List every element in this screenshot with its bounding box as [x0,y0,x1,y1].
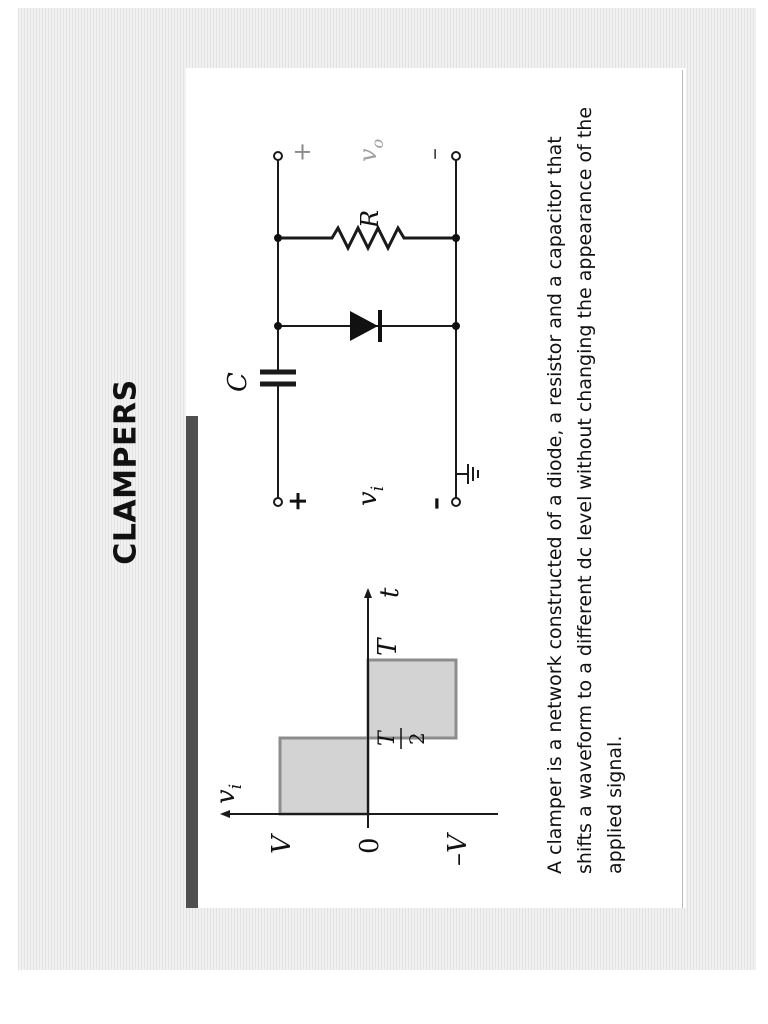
input-plus-terminal [274,498,282,506]
clamper-figure [198,108,508,888]
junction-dot [274,322,282,330]
level-negative-label: –V [443,834,473,866]
level-positive-label: V [267,835,297,854]
input-plus-label: + [283,490,313,512]
output-minus-label: – [420,148,448,160]
diode-icon [350,311,378,341]
clamper-circuit [223,139,478,512]
input-waveform-graph [211,587,498,866]
slide-description: A clamper is a network constructed of a diode, a resistor and a capacitor that shifts a waveform to a different dc level without changing the appearance of the applied signal. [544,106,626,874]
waveform-negative-half [368,660,456,738]
junction-dot [452,322,460,330]
vertical-axis-arrow-icon [220,810,230,818]
junction-dot [274,234,282,242]
slide-accent-bar [186,416,198,908]
slide-title: CLAMPERS [108,379,144,565]
output-plus-label: + [288,141,316,162]
tick-half-period-denominator: 2 [405,732,429,745]
resistor-icon [278,228,456,248]
output-voltage-label: $v_o$ [354,138,387,162]
waveform-axis-label: $v_i$ [211,783,246,804]
input-minus-terminal [452,498,460,506]
tick-period-label: T [373,638,403,656]
slide-right-rule [682,70,683,908]
input-voltage-label: $v_i$ [353,485,388,506]
output-minus-terminal [452,152,460,160]
time-axis-arrow-icon [364,588,372,598]
input-minus-label: – [421,497,451,510]
junction-dot [452,234,460,242]
waveform-positive-half [280,738,368,814]
level-zero-label: 0 [355,837,385,854]
output-plus-terminal [274,152,282,160]
resistor-label: R [356,209,384,228]
ground-icon [456,464,478,484]
waveform-time-label: t [375,587,405,598]
tick-half-period-numerator: T [375,731,400,746]
capacitor-label: C [223,372,253,392]
